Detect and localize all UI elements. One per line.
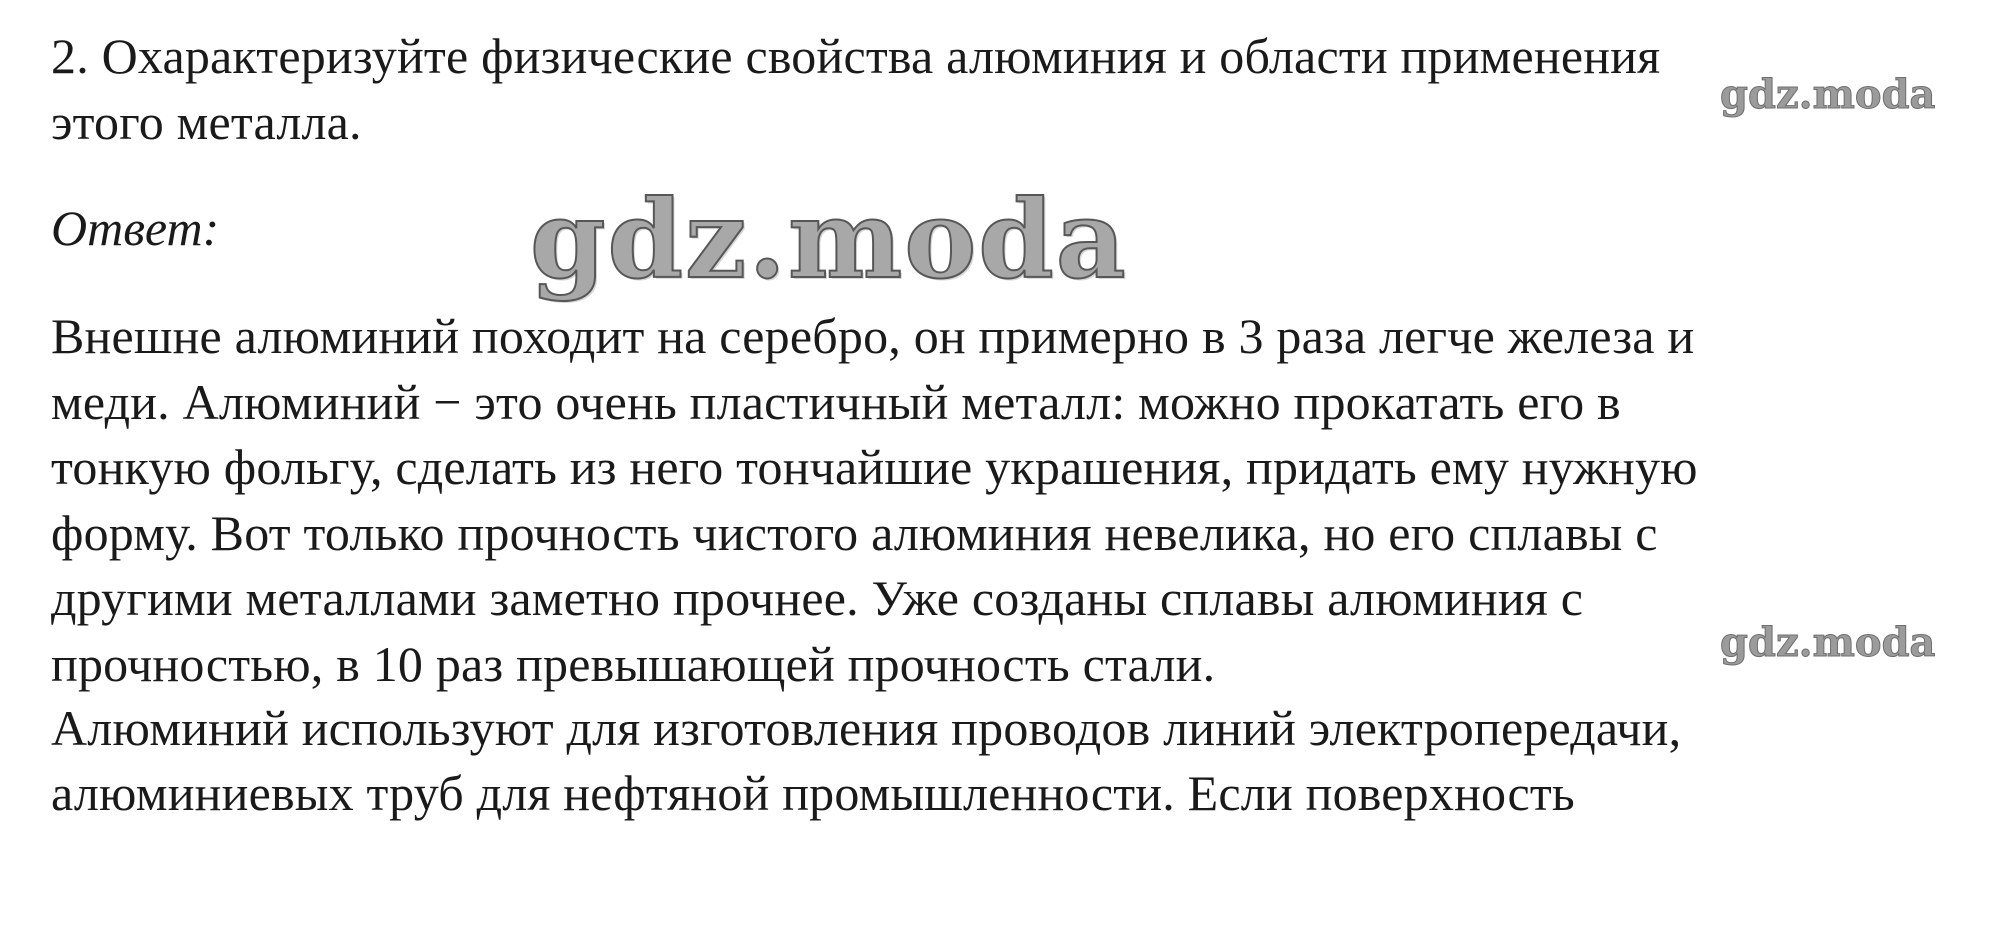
question-line-2: этого металла. — [51, 94, 362, 150]
answer-line-3: тонкую фольгу, сделать из него тончайшие украшения, придать ему нужную — [51, 439, 1698, 495]
question-line-1: 2. Охарактеризуйте физические свойства алюминия и области применения — [51, 28, 1661, 84]
watermark-large: gdz.moda — [530, 177, 1128, 303]
answer-line-5: другими металлами заметно прочнее. Уже созданы сплавы алюминия с — [51, 570, 1584, 626]
watermark-mid-right: gdz.moda — [1720, 619, 1936, 666]
answer-line-6: прочностью, в 10 раз превышающей прочность стали. — [51, 636, 1216, 692]
answer-line-7: Алюминий используют для изготовления проводов линий электропередачи, — [51, 700, 1682, 756]
answer-line-8: алюминиевых труб для нефтяной промышленности. Если поверхность — [51, 765, 1575, 821]
answer-label: Ответ: — [51, 200, 220, 256]
answer-line-4: форму. Вот только прочность чистого алюминия невелика, но его сплавы с — [51, 505, 1658, 561]
watermark-top-right: gdz.moda — [1720, 71, 1936, 118]
answer-line-2: меди. Алюминий − это очень пластичный металл: можно прокатать его в — [51, 374, 1621, 430]
answer-line-1: Внешне алюминий походит на серебро, он примерно в 3 раза легче железа и — [51, 308, 1695, 364]
